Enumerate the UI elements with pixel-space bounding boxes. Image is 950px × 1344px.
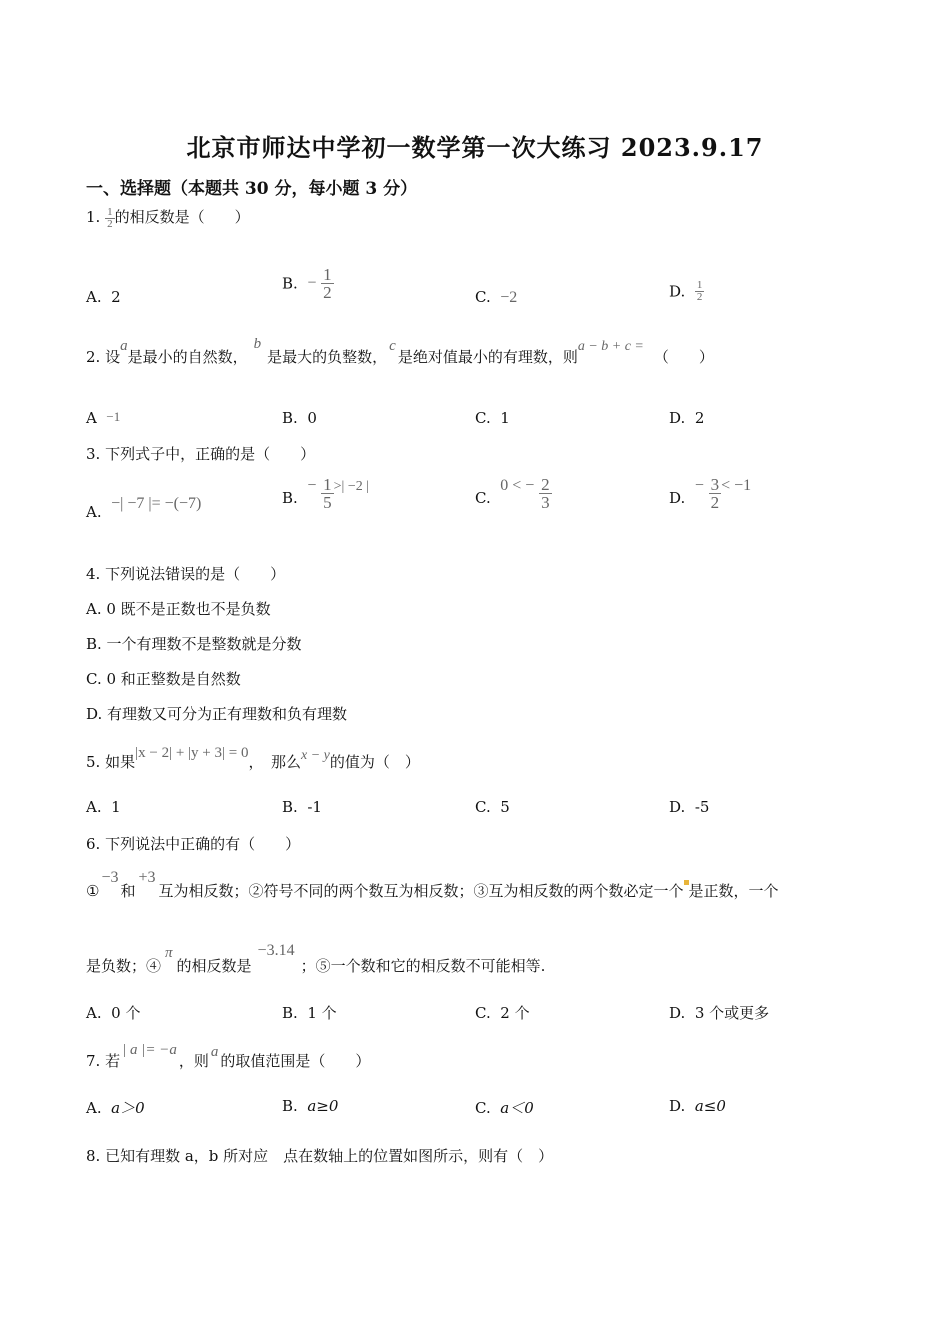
option-a[interactable] xyxy=(86,494,202,521)
section-heading: 一、选择题（本题共 30 分，每小题 3 分） xyxy=(86,179,418,199)
option-value: -1 xyxy=(307,798,322,816)
question-2 xyxy=(86,336,714,367)
question-8 xyxy=(86,1145,553,1166)
variable-c: c xyxy=(389,338,396,354)
option-value: a≥0 xyxy=(307,1097,339,1115)
option-label: B. xyxy=(282,798,298,816)
option-value: 2 xyxy=(694,409,705,427)
option-label: B. xyxy=(282,1097,298,1115)
option-label: B. xyxy=(282,409,298,427)
expression: | a |= −a xyxy=(122,1042,177,1058)
option-c[interactable] xyxy=(475,476,552,511)
question-text: 已知有理数 a，b 所对应 点在数轴上的位置如图所示，则有（ ） xyxy=(105,1147,554,1165)
option-d[interactable] xyxy=(669,1097,726,1115)
expression: x − y xyxy=(300,748,330,763)
option-value: 0 xyxy=(307,409,317,427)
option-a[interactable] xyxy=(86,798,121,816)
option-label: B. xyxy=(282,1004,298,1022)
minus-sign: − xyxy=(307,274,317,292)
option-b[interactable] xyxy=(282,798,322,816)
option-label: A. xyxy=(86,503,102,521)
option-label: C. xyxy=(475,1004,491,1022)
option-label: C. xyxy=(475,1099,491,1117)
question-1 xyxy=(86,206,250,230)
denominator: 2 xyxy=(710,493,720,512)
option-b[interactable] xyxy=(282,409,317,427)
question-number: 6. xyxy=(86,835,101,853)
question-text: 设 xyxy=(105,348,121,366)
denominator: 2 xyxy=(107,217,113,230)
option-label: A. xyxy=(86,288,102,306)
option-value: a≤0 xyxy=(694,1097,726,1115)
option-value: 2 xyxy=(111,288,121,306)
option-value: 0 个 xyxy=(111,1004,141,1022)
question-text: 是最小的自然数， xyxy=(127,348,248,366)
fraction xyxy=(695,280,705,303)
variable-a: a xyxy=(210,1044,219,1060)
option-label: C. xyxy=(475,409,491,427)
option-d[interactable] xyxy=(669,280,704,303)
question-text: 的值为（ ） xyxy=(329,753,420,771)
option-b[interactable]: B. 一个有理数不是整数就是分数 xyxy=(86,635,302,653)
question-text: 下列式子中，正确的是（ ） xyxy=(105,445,316,463)
expression: |x − 2| + |y + 3| = 0 xyxy=(135,745,249,761)
numerator: 3 xyxy=(710,475,720,494)
question-text: 如果 xyxy=(105,753,136,771)
minus-sign: − xyxy=(694,477,704,494)
minus-sign: − xyxy=(307,477,317,494)
option-value: -5 xyxy=(694,798,710,816)
option-d[interactable] xyxy=(669,409,704,427)
statement-text: 是正数，一个 xyxy=(688,882,779,900)
option-label: B. xyxy=(282,489,298,507)
question-text: 是绝对值最小的有理数，则 xyxy=(397,348,578,366)
expression: −3 xyxy=(101,869,119,886)
numerator: 1 xyxy=(107,205,113,218)
option-value: −| −7 |= −(−7) xyxy=(111,495,202,512)
question-number: 4. xyxy=(86,565,101,583)
option-a[interactable] xyxy=(86,409,120,427)
fraction xyxy=(539,476,552,511)
option-c[interactable] xyxy=(475,409,510,427)
option-label: D. xyxy=(669,1004,686,1022)
statement-line-2 xyxy=(86,942,546,976)
option-d[interactable] xyxy=(669,476,751,511)
denominator: 3 xyxy=(541,493,550,512)
option-label: C. xyxy=(475,798,491,816)
option-label: A xyxy=(86,409,97,427)
option-a[interactable] xyxy=(86,288,121,306)
option-value: 5 xyxy=(500,798,510,816)
option-label: A. xyxy=(86,798,102,816)
inequality: < −1 xyxy=(721,477,752,494)
option-value: −1 xyxy=(106,409,121,424)
question-text: 是最大的负整数， xyxy=(267,348,388,366)
option-label: D. xyxy=(669,409,686,427)
option-d[interactable]: D. 有理数又可分为正有理数和负有理数 xyxy=(86,705,348,723)
option-b[interactable] xyxy=(282,266,334,301)
option-c[interactable] xyxy=(475,288,517,307)
option-a[interactable] xyxy=(86,1002,140,1023)
question-text: 的相反数是（ ） xyxy=(114,208,250,226)
option-c[interactable] xyxy=(475,798,510,816)
statement-text: 和 xyxy=(120,882,136,900)
fraction xyxy=(709,476,722,511)
question-text: 若 xyxy=(105,1052,121,1070)
expression: +3 xyxy=(138,869,156,886)
question-text: ，则 xyxy=(178,1052,209,1070)
inequality: >| −2 | xyxy=(333,479,370,494)
option-value: 1 个 xyxy=(307,1004,337,1022)
option-d[interactable] xyxy=(669,798,709,816)
option-label: B. xyxy=(282,274,298,293)
answer-blank: （ ） xyxy=(653,348,714,366)
option-label: D. xyxy=(669,798,686,816)
question-4 xyxy=(86,563,285,584)
question-number: 2. xyxy=(86,348,101,366)
option-value: 2 个 xyxy=(500,1004,530,1022)
question-number: 3. xyxy=(86,445,101,463)
statement-text: 互为相反数；②符号不同的两个数互为相反数；③互为相反数的两个数必定一个 xyxy=(158,882,684,900)
option-b[interactable] xyxy=(282,476,369,511)
option-label: A. xyxy=(86,1099,102,1117)
option-label: C. xyxy=(475,288,491,306)
option-value: 3 个或更多 xyxy=(694,1004,770,1022)
inequality: 0 < − xyxy=(500,477,535,494)
page-title: 北京市师达中学初一数学第一次大练习 2023.9.17 xyxy=(186,133,764,162)
numerator: 1 xyxy=(323,265,332,284)
numerator: 2 xyxy=(541,475,550,494)
statement-line-1 xyxy=(86,869,779,901)
question-number: 8. xyxy=(86,1147,101,1165)
option-label: D. xyxy=(669,282,686,301)
option-value: 1 xyxy=(500,409,510,427)
option-value: −2 xyxy=(500,289,518,306)
expression: a − b + c = xyxy=(577,339,644,354)
fraction xyxy=(321,266,334,301)
question-text: 下列说法中正确的有（ ） xyxy=(105,835,301,853)
numerator: 1 xyxy=(696,279,703,291)
question-text: 的取值范围是（ ） xyxy=(220,1052,371,1070)
option-b[interactable] xyxy=(282,1002,337,1023)
denominator: 2 xyxy=(696,291,703,303)
numerator: 1 xyxy=(323,475,332,494)
option-value: 1 xyxy=(111,798,121,816)
option-a[interactable] xyxy=(86,1097,145,1118)
option-c[interactable] xyxy=(475,1002,530,1023)
fraction xyxy=(321,476,334,511)
statement-text: 的相反数是 xyxy=(176,957,252,975)
option-b[interactable] xyxy=(282,1097,338,1115)
option-a[interactable]: A. 0 既不是正数也不是负数 xyxy=(86,600,271,618)
option-value: a＞0 xyxy=(111,1099,145,1117)
question-number: 5. xyxy=(86,753,101,771)
statement-text: 是负数；④ xyxy=(86,957,162,975)
question-number: 1. xyxy=(86,208,101,226)
expression: −3.14 xyxy=(257,942,295,959)
option-label: C. xyxy=(475,489,491,507)
circled-number: ① xyxy=(86,882,100,900)
question-3 xyxy=(86,443,315,464)
option-label: A. xyxy=(86,1004,102,1022)
expression: π xyxy=(165,945,173,961)
option-value: a＜0 xyxy=(500,1099,534,1117)
denominator: 2 xyxy=(323,283,332,302)
option-label: D. xyxy=(669,1097,686,1115)
variable-a: a xyxy=(120,338,128,354)
statement-text: ；⑤一个数和它的相反数不可能相等. xyxy=(300,957,546,975)
question-text: ， 那么 xyxy=(248,753,301,771)
question-5 xyxy=(86,745,420,772)
question-6 xyxy=(86,833,300,854)
variable-b: b xyxy=(253,336,262,352)
question-number: 7. xyxy=(86,1052,101,1070)
option-d[interactable] xyxy=(669,1002,769,1023)
denominator: 5 xyxy=(323,493,332,512)
fraction xyxy=(105,207,115,230)
option-c[interactable]: C. 0 和正整数是自然数 xyxy=(86,670,241,688)
question-7 xyxy=(86,1042,371,1071)
option-label: D. xyxy=(669,489,686,507)
question-text: 下列说法错误的是（ ） xyxy=(105,565,286,583)
option-c[interactable] xyxy=(475,1097,534,1118)
